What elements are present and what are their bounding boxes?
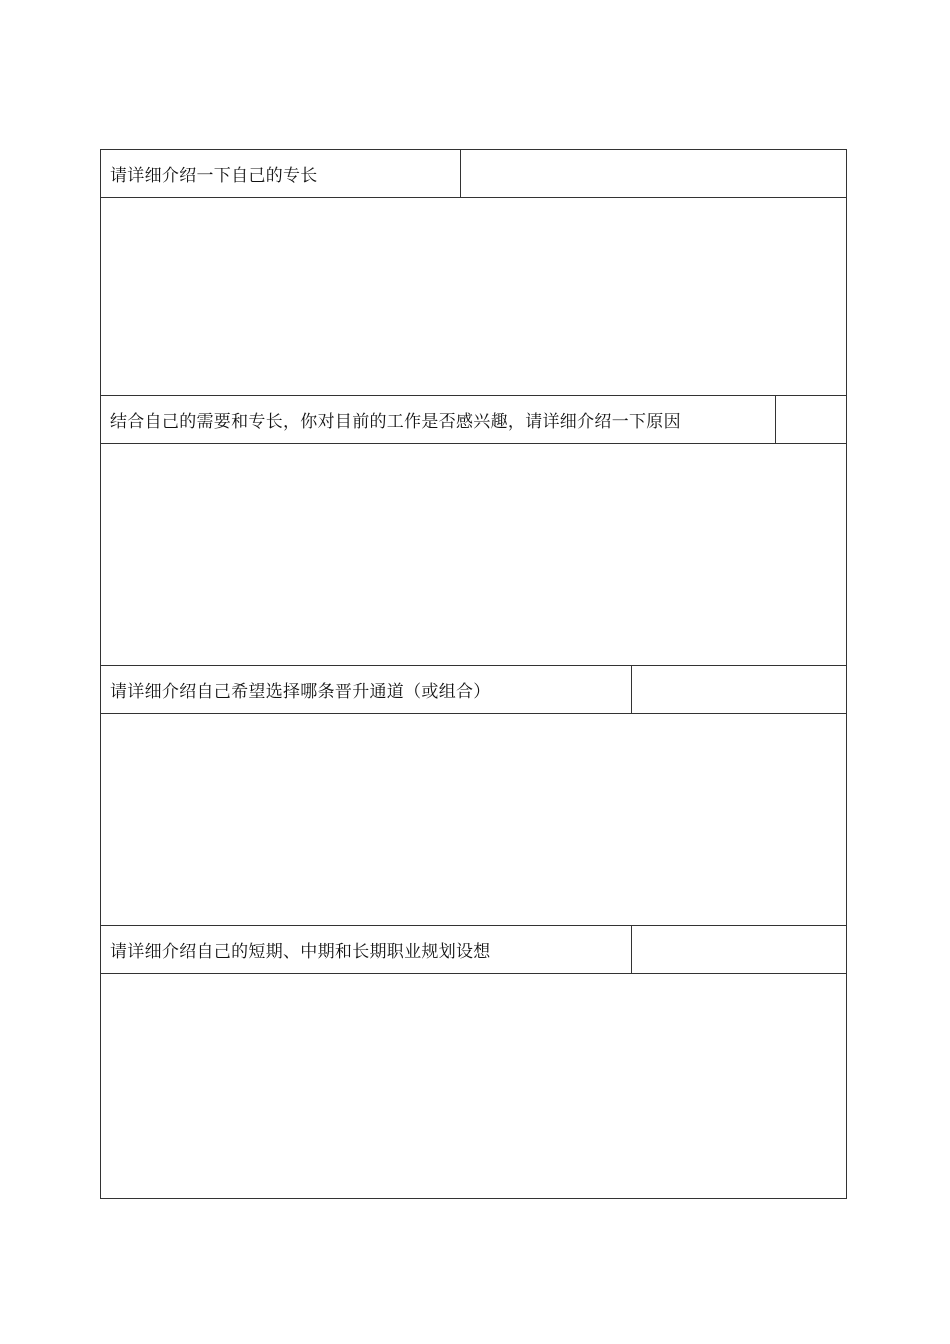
question-side-cell[interactable] — [632, 666, 846, 713]
question-section-career-plan — [101, 926, 846, 1194]
question-side-cell[interactable] — [461, 150, 846, 197]
question-section-specialty — [101, 150, 846, 396]
question-row — [101, 666, 846, 714]
question-label-interest: 结合自己的需要和专长，你对目前的工作是否感兴趣，请详细介绍一下原因 — [101, 396, 776, 443]
question-section-promotion-path — [101, 666, 846, 926]
question-row — [101, 926, 846, 974]
answer-area-specialty[interactable] — [101, 198, 846, 396]
question-section-interest — [101, 396, 846, 666]
question-side-cell[interactable] — [632, 926, 846, 973]
career-form-table — [100, 149, 847, 1199]
question-label-career-plan: 请详细介绍自己的短期、中期和长期职业规划设想 — [101, 926, 632, 973]
question-label-specialty: 请详细介绍一下自己的专长 — [101, 150, 461, 197]
question-row — [101, 396, 846, 444]
question-label-promotion-path: 请详细介绍自己希望选择哪条晋升通道（或组合） — [101, 666, 632, 713]
answer-area-interest[interactable] — [101, 444, 846, 666]
question-side-cell[interactable] — [776, 396, 846, 443]
answer-area-promotion-path[interactable] — [101, 714, 846, 926]
answer-area-career-plan[interactable] — [101, 974, 846, 1194]
question-row — [101, 150, 846, 198]
